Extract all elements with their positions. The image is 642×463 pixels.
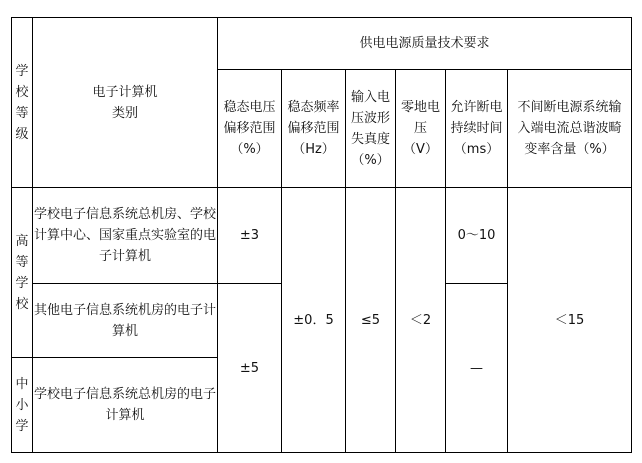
- row-label-school-main-room: 学校电子信息系统总机房的电子计算机: [33, 358, 218, 453]
- cell-zero-ground: ＜2: [396, 188, 446, 453]
- header-school-level: 学 校 等 级: [12, 18, 33, 188]
- header-interrupt-duration: 允许断电 持续时间 （ms）: [446, 70, 508, 188]
- header-frequency-offset: 稳态频率 偏移范围 （Hz）: [282, 70, 346, 188]
- row-label-other-machine-room: 其他电子信息系统机房的电子计算机: [33, 284, 218, 358]
- level-primary-secondary: 中 小 学: [12, 358, 33, 453]
- header-zero-ground-voltage: 零地电 压 （V）: [396, 70, 446, 188]
- header-ups-thd: 不间断电源系统输 入端电流总谐波畸 变率含量（%）: [508, 70, 632, 188]
- cell-distortion: ≤5: [346, 188, 396, 453]
- cell-interrupt-row1: 0～10: [446, 188, 508, 284]
- header-voltage-offset: 稳态电压 偏移范围 （%）: [218, 70, 282, 188]
- row-label-main-machine-room: 学校电子信息系统总机房、学校计算中心、国家重点实验室的电子计算机: [33, 188, 218, 284]
- cell-interrupt-rows23: —: [446, 284, 508, 453]
- power-quality-table: [11, 17, 632, 453]
- level-higher-education: 高 等 学 校: [12, 188, 33, 358]
- cell-voltage-rows23: ±5: [218, 284, 282, 453]
- cell-thd: ＜15: [508, 188, 632, 453]
- header-computer-type: 电子计算机 类别: [33, 18, 218, 188]
- cell-voltage-row1: ±3: [218, 188, 282, 284]
- header-power-quality-group: 供电电源质量技术要求: [218, 18, 632, 70]
- cell-frequency: ±0．5: [282, 188, 346, 453]
- header-waveform-distortion: 输入电 压波形 失真度 （%）: [346, 70, 396, 188]
